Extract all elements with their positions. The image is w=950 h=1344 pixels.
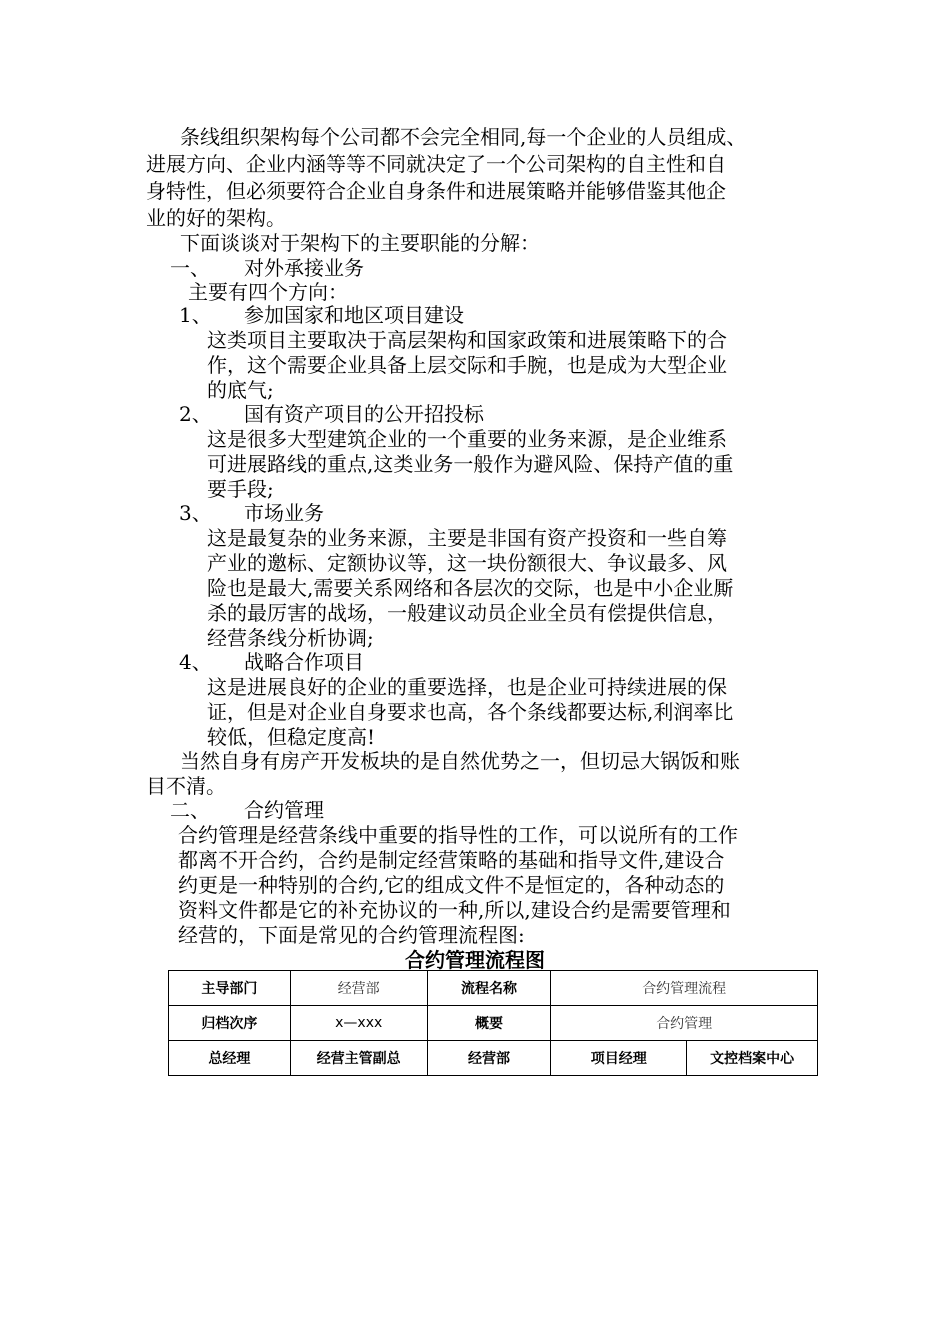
table-cell-name-label: 流程名称 xyxy=(427,971,551,1006)
section-heading: 合约管理 xyxy=(244,798,324,822)
paragraph-line: 资料文件都是它的补充协议的一种,所以,建设合约是需要管理和 xyxy=(178,898,731,922)
list-item-line: 可进展路线的重点,这类业务一般作为避风险、保持产值的重 xyxy=(207,452,734,476)
table-header-cell: 经营主管副总 xyxy=(290,1041,427,1076)
list-number: 2、 xyxy=(179,402,212,426)
list-item-title: 国有资产项目的公开招投标 xyxy=(244,402,484,426)
paragraph-line: 合约管理是经营条线中重要的指导性的工作，可以说所有的工作 xyxy=(178,823,738,847)
table-cell-dept-value: 经营部 xyxy=(290,971,427,1006)
list-item-line: 险也是最大,需要关系网络和各层次的交际，也是中小企业厮 xyxy=(207,576,734,600)
list-number: 1、 xyxy=(179,303,212,327)
list-item-title: 市场业务 xyxy=(244,501,324,525)
section-number: 一、 xyxy=(170,256,210,280)
flowchart-table xyxy=(168,970,818,1076)
paragraph-line: 条线组织架构每个公司都不会完全相同,每一个企业的人员组成、 xyxy=(180,125,747,149)
paragraph-line: 约更是一种特别的合约,它的组成文件不是恒定的，各种动态的 xyxy=(178,873,725,897)
table-header-cell: 总经理 xyxy=(169,1041,291,1076)
list-item-line: 要手段; xyxy=(207,477,274,501)
paragraph-line: 下面谈谈对于架构下的主要职能的分解： xyxy=(180,231,540,255)
table-cell-order-label: 归档次序 xyxy=(169,1006,291,1041)
table-row xyxy=(169,971,818,1006)
list-item-line: 这类项目主要取决于高层架构和国家政策和进展策略下的合 xyxy=(207,328,727,352)
list-item-line: 这是进展良好的企业的重要选择，也是企业可持续进展的保 xyxy=(207,675,727,699)
list-item-line: 这是很多大型建筑企业的一个重要的业务来源，是企业维系 xyxy=(207,427,727,451)
paragraph-line: 进展方向、企业内涵等等不同就决定了一个公司架构的自主性和自 xyxy=(146,152,726,176)
list-item-line: 证，但是对企业自身要求也高，各个条线都要达标,利润率比 xyxy=(207,700,734,724)
table-header-cell: 项目经理 xyxy=(551,1041,687,1076)
table-cell-order-value: x—xxx xyxy=(290,1006,427,1041)
table-cell-summary-value: 合约管理 xyxy=(551,1006,818,1041)
paragraph-line: 身特性，但必须要符合企业自身条件和进展策略并能够借鉴其他企 xyxy=(146,179,726,203)
paragraph-line: 主要有四个方向： xyxy=(188,280,348,304)
list-item-line: 这是最复杂的业务来源，主要是非国有资产投资和一些自筹 xyxy=(207,526,727,550)
flowchart-title: 合约管理流程图 xyxy=(405,948,545,972)
table-row xyxy=(169,1006,818,1041)
paragraph-line: 业的好的架构。 xyxy=(146,206,286,230)
table-header-cell: 文控档案中心 xyxy=(687,1041,818,1076)
section-number: 二、 xyxy=(170,798,210,822)
list-number: 4、 xyxy=(179,650,212,674)
list-item-line: 较低，但稳定度高! xyxy=(207,725,376,749)
list-item-title: 参加国家和地区项目建设 xyxy=(244,303,464,327)
table-cell-dept-label: 主导部门 xyxy=(169,971,291,1006)
list-item-line: 作，这个需要企业具备上层交际和手腕，也是成为大型企业 xyxy=(207,353,727,377)
list-item-line: 经营条线分析协调; xyxy=(207,626,374,650)
list-item-line: 产业的邀标、定额协议等，这一块份额很大、争议最多、风 xyxy=(207,551,727,575)
table-header-cell: 经营部 xyxy=(427,1041,551,1076)
paragraph-line: 当然自身有房产开发板块的是自然优势之一，但切忌大锅饭和账 xyxy=(180,749,740,773)
paragraph-line: 经营的，下面是常见的合约管理流程图: xyxy=(178,923,525,947)
list-number: 3、 xyxy=(179,501,212,525)
table-row xyxy=(169,1041,818,1076)
list-item-title: 战略合作项目 xyxy=(244,650,364,674)
table-cell-name-value: 合约管理流程 xyxy=(551,971,818,1006)
list-item-line: 的底气; xyxy=(207,378,274,402)
list-item-line: 杀的最厉害的战场，一般建议动员企业全员有偿提供信息， xyxy=(207,601,727,625)
section-heading: 对外承接业务 xyxy=(244,256,364,280)
table-cell-summary-label: 概要 xyxy=(427,1006,551,1041)
paragraph-line: 都离不开合约，合约是制定经营策略的基础和指导文件,建设合 xyxy=(178,848,725,872)
paragraph-line: 目不清。 xyxy=(146,774,226,798)
